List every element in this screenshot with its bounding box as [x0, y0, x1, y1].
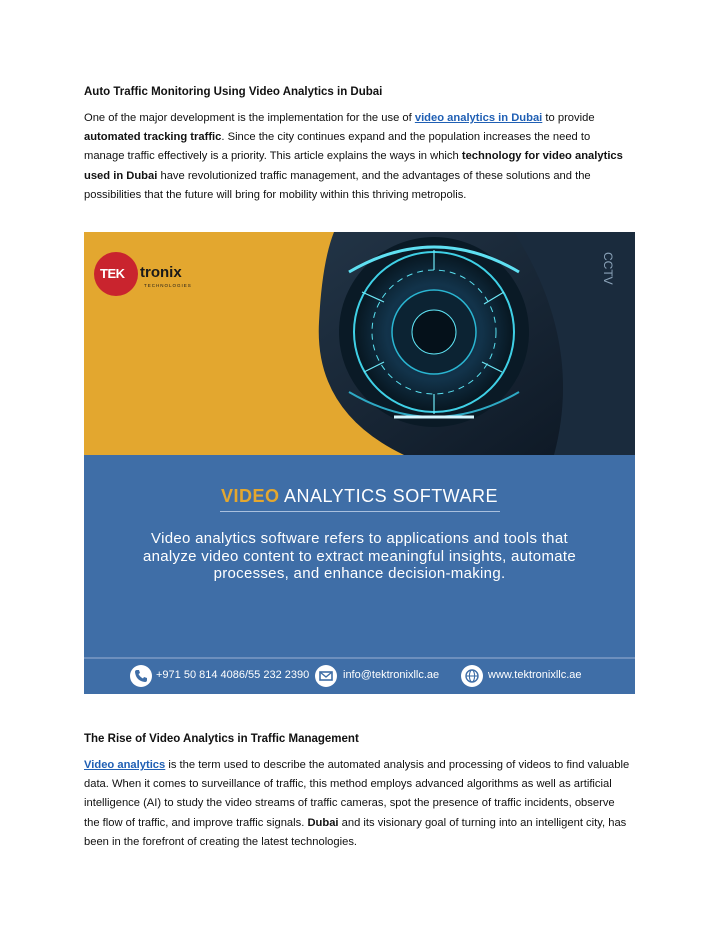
video-analytics-dubai-link[interactable]: video analytics in Dubai — [414, 112, 543, 124]
logo-subtitle: TECHNOLOGIES — [144, 283, 192, 288]
banner-heading-accent: VIDEO — [220, 486, 280, 506]
svg-text:CCTV: CCTV — [601, 252, 615, 285]
email-address[interactable]: info@tektronixllc.ae — [343, 669, 440, 681]
intro-text-1: One of the major development is the implementation for the use of — [84, 112, 415, 124]
banner-description: Video analytics software refers to applications and tools that analyze video content to extract meaningful insights, automate processes, and enhance decision-making. — [142, 530, 576, 582]
heading-underline — [220, 511, 500, 512]
banner-heading-rest: ANALYTICS SOFTWARE — [279, 486, 499, 506]
intro-text-4: have revolutionized traffic management, and the advantages of these solutions and the possibilities that the future will bring for mobility within this thriving metropolis. — [84, 169, 591, 201]
phone-number[interactable]: +971 50 814 4086/55 232 2390 — [156, 669, 310, 681]
logo-tronix-text: tronix — [140, 264, 182, 281]
globe-icon — [461, 665, 483, 687]
intro-text-2: to provide — [542, 112, 595, 124]
section2-text-1: is the term used to describe the automated analysis and processing of videos to find valuable data. When it comes to surveillance of traffic, this method employs advanced algorithms as well as artificial intelligence (AI) to study the video streams of traffic cameras, spot the presence of traffic incidents, observe the flow of traffic, and improve traffic signals. — [84, 759, 630, 829]
section-heading-rise: The Rise of Video Analytics in Traffic Management — [84, 733, 359, 745]
video-analytics-banner — [84, 232, 635, 694]
section2-bold-dubai: Dubai — [307, 816, 339, 829]
section2-text-2: and its visionary goal of turning into an intelligent city, has been in the forefront of creating the latest technologies. — [84, 816, 627, 848]
phone-icon — [130, 665, 152, 687]
section-paragraph-rise — [84, 756, 632, 852]
intro-bold-1: automated tracking traffic — [84, 131, 222, 144]
intro-bold-2: technology for video analytics used in Dubai — [84, 150, 623, 182]
banner-heading — [84, 486, 635, 507]
email-icon — [315, 665, 337, 687]
website-url[interactable]: www.tektronixllc.ae — [488, 669, 582, 681]
video-analytics-link[interactable]: Video analytics — [84, 759, 166, 771]
tektronix-logo — [94, 252, 214, 296]
logo-tek-text: TEK — [100, 266, 125, 281]
intro-paragraph — [84, 109, 632, 205]
article-title: Auto Traffic Monitoring Using Video Analytics in Dubai — [84, 86, 383, 98]
intro-text-3: . Since the city continues expand and the population increases the need to manage traffic effectively is a priority. This article explains the ways in which — [84, 131, 591, 163]
